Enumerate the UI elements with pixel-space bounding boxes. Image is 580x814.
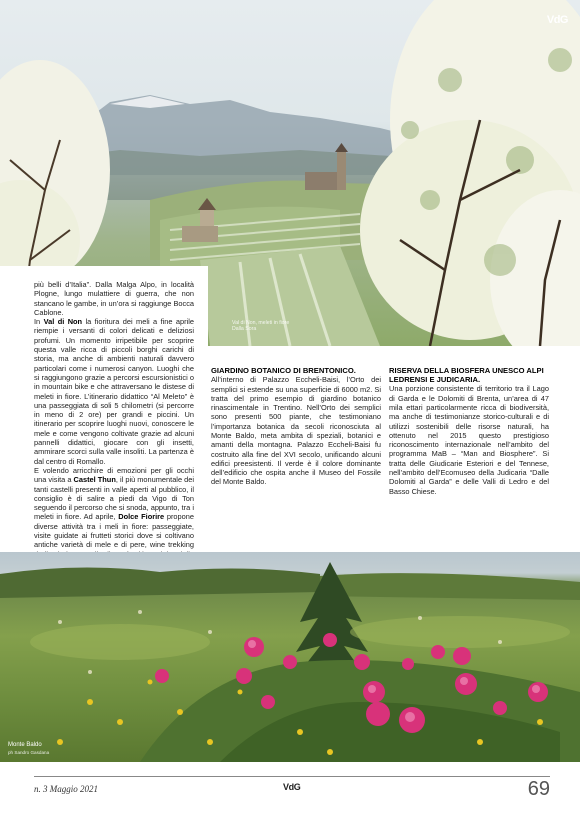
top-photo-caption [232,320,289,333]
event-name-dolce-fiorire: Dolce Fiorire [118,512,165,522]
meadow-peonies-illustration [0,552,580,762]
paragraph-val-di-non [34,317,194,466]
left-column-box [0,266,208,556]
text-run: , il più monumentale dei tanti castelli presenti in valle aperti al pubblico, il consiglio è di salire a piedi da Vigo di Ton seguendo il percorso che si snoda, appunto, tra i meleti in fiore. Ad aprile, [34,475,194,522]
heading-giardino-botanico: GIARDINO BOTANICO DI BRENTONICO. [211,366,356,375]
place-name-val-di-non: Val di Non [43,317,83,327]
column-giardino-botanico [211,366,381,487]
text-run: E volendo arricchire di emozioni per gli occhi una visita a [34,465,194,485]
left-column-text [34,280,194,568]
bottom-caption-title: Monte Baldo [8,742,42,748]
text-run: propone diverse attività tra i meli in fiore: passeggiate, visite guidate ai frutteti storici dove si coltivano antiche varietà di mele e di pere, wine trekking [34,512,194,550]
brand-logo-footer: VdG [283,782,301,792]
heading-riserva-biosfera: RISERVA DELLA BIOSFERA UNESCO ALPI LEDRENSI E JUDICARIA. [389,366,544,385]
body-riserva-biosfera: Una porzione consistente di territorio tra il Lago di Garda e le Dolomiti di Brenta, un’area di 47 mila ettari particolarmente ricca di biodiversità, ma anche di testimonianze storico-culturali e di utilizzi sostenibili delle risorse naturali, ha ottenuto nel 2015 questo prestigioso riconoscimento internazionale nell’ambito del programma MaB – “Man and Biosphere”. Si tratta delle Giudicarie Esteriori e del Tennese, nell’ambito dell’Ecomuseo della Judicaria “Dalle Dolomiti al Garda” e delle Valli di Ledro e del Basso Chiese. [389,384,549,496]
column-riserva-biosfera [389,366,549,496]
top-caption-line1: Val di Non, meleti in fiore [232,320,290,326]
brand-logo-top: VdG [546,14,568,26]
footer-divider [34,776,550,777]
page-number: 69 [527,778,550,800]
place-name-castel-thun: Castel Thun [73,475,116,485]
text-run: la fioritura dei meli a fine aprile riempie i versanti di colori delicati e deliziosi profumi. Un momento irripetibile per scoprire questa valle ricca di piccoli borghi carichi di storia, ma anche di ambienti naturali davvero particolari come i numerosi canyon. Luoghi che si raggiungono grazie a percorsi escursionistici o in mountain bike e che attraversano le distese di meleti in fiore. L’itinerario didattico “Al Meleto” è una passeggiata di soli 5 chilometri (si percorre in meno di 2 ore) per grandi e piccini. Un itinerario per scoprire luoghi nuovi, conoscere le mele e come vengono coltivate grazie ad alcuni pannelli didattici, giocare con gli insetti, ammirare scorci sulla valle insoliti. La partenza è dal centro di Romallo. [34,317,194,466]
top-caption-line2: Dalla Sora [232,326,257,333]
bottom-caption-credit: ph Sandro Gasdana [8,750,50,755]
issue-label: n. 3 Maggio 2021 [34,784,98,794]
bottom-photo-caption [8,742,49,756]
text-run: In [34,317,44,327]
paragraph-malga-alpo: più belli d’Italia”. Dalla Malga Alpo, in località Plogne, lungo mulattiere di guerra, che non stancano le gambe, in un’ora si raggiunge Bocca Cablone. [34,280,194,317]
bottom-photo-monte-baldo [0,552,580,762]
body-giardino-botanico: All’interno di Palazzo Eccheli-Baisi, l’Orto dei semplici si estende su una superficie di 6000 m2. Si tratta del primo esempio di giardino botanico rinascimentale in Trentino. Nell’Orto dei semplici sono presenti 500 piante, che testimoniano l’importanza botanica da secoli riconosciuta al Monte Baldo, meta ambita di speziali, botanici e amanti della montagna. Palazzo Eccheli-Baisi fu costruito alla fine del XVI secolo, unificando alcuni edifici preesistenti. Il verde è il colore dominante dell’edificio che ospita anche il Museo del Fossile del Monte Baldo. [211,375,381,487]
